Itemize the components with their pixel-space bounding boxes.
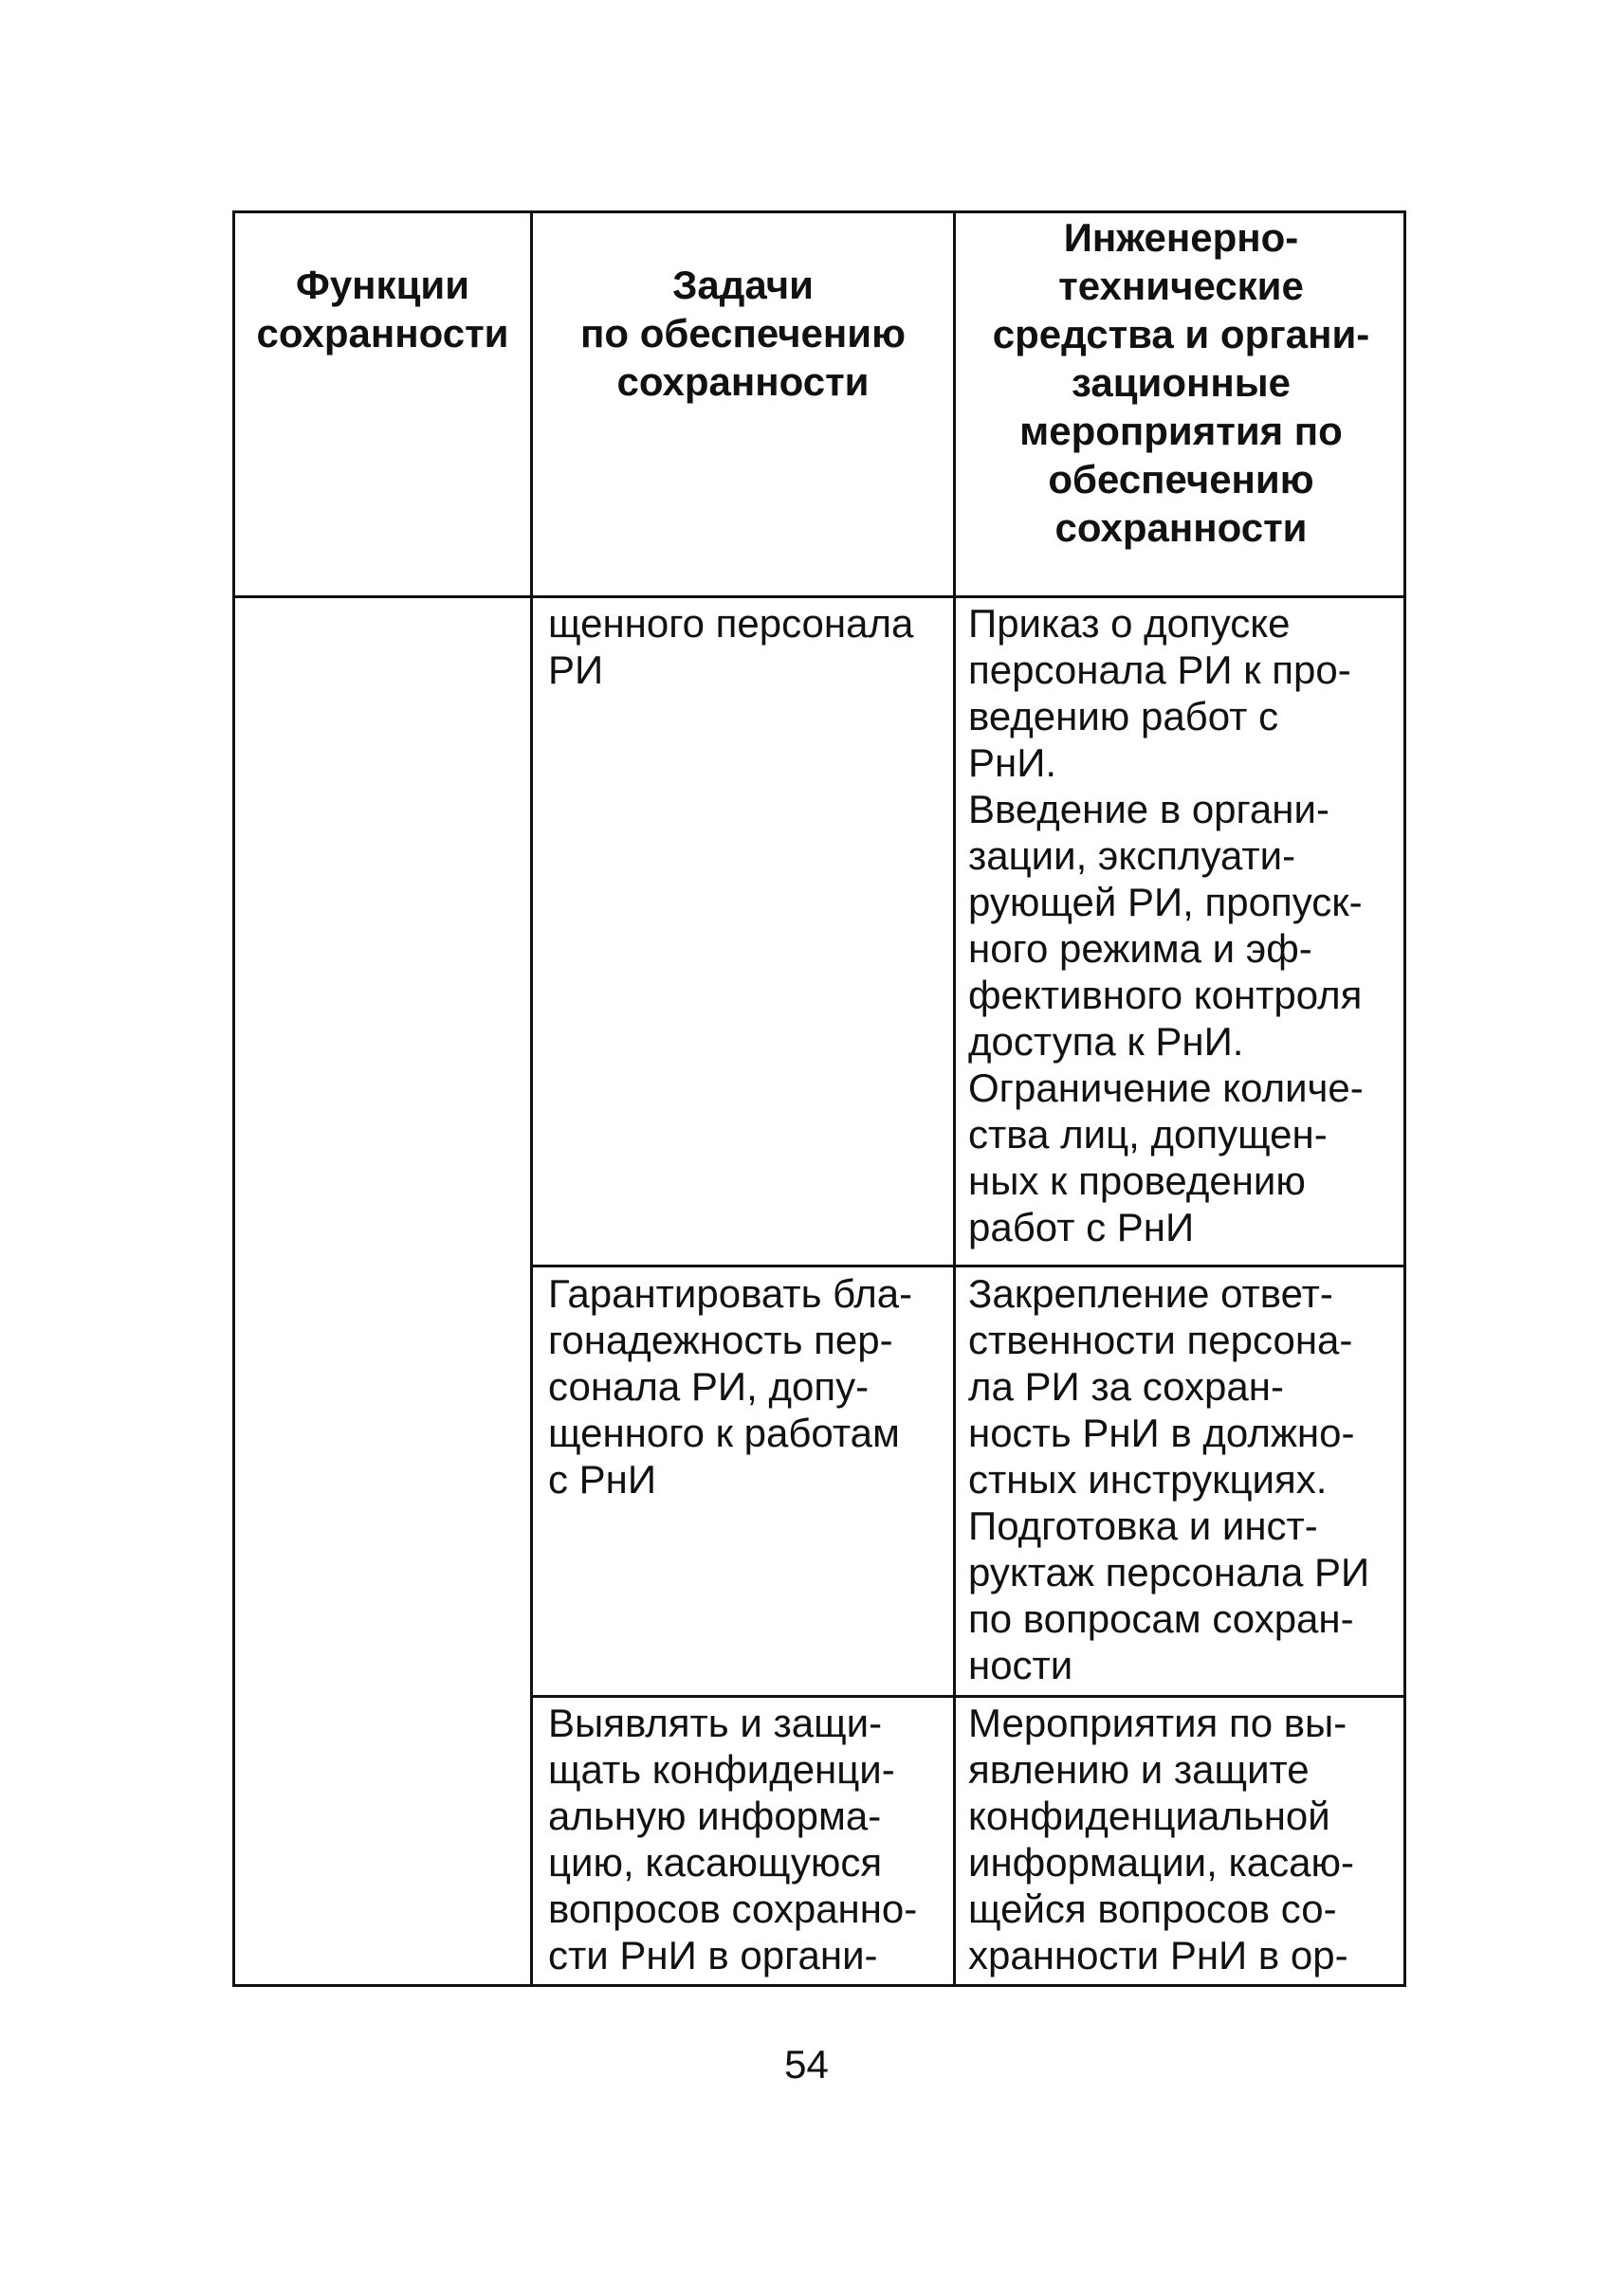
- row3-task: Выявлять и защи- щать конфиденци- альную информа- цию, касающуюся вопросов сохранно- сти РнИ в органи-: [548, 1701, 918, 1977]
- safety-measures-table: [232, 210, 1406, 1987]
- row-divider-1: [533, 1265, 1403, 1267]
- row2-measures: Закрепление ответ- ственности персона- ла РИ за сохран- ность РнИ в должно- стных инструкциях. Подготовка и инст- руктаж персонала РИ по вопросам сохран- ности: [968, 1271, 1370, 1687]
- header-tasks: Задачи по обеспечению сохранности: [580, 263, 906, 404]
- row-divider-2: [533, 1695, 1403, 1698]
- row1-measures: Приказ о допуске персонала РИ к про- ведению работ с РнИ. Введение в органи- зации, эксплуати- рующей РИ, пропуск- ного режима и эф- фективного контроля доступа к РнИ. Ограничение количе- ства лиц, допущен- ных к проведению работ с РнИ: [968, 601, 1364, 1249]
- header-measures: Инженерно- технические средства и органи- зационные мероприятия по обеспечению сохранности: [992, 215, 1370, 550]
- page-number: 54: [784, 2042, 829, 2086]
- row1-task: щенного персонала РИ: [548, 601, 914, 692]
- header-divider: [235, 595, 1403, 598]
- header-functions: Функции сохранности: [256, 263, 509, 355]
- column-divider-1: [530, 213, 533, 1984]
- row2-task: Гарантировать бла- гонадежность пер- сонала РИ, допу- щенного к работам с РнИ: [548, 1271, 913, 1502]
- row3-measures: Мероприятия по вы- явлению и защите конфиденциальной информации, касаю- щейся вопросов со- хранности РнИ в ор-: [968, 1701, 1354, 1977]
